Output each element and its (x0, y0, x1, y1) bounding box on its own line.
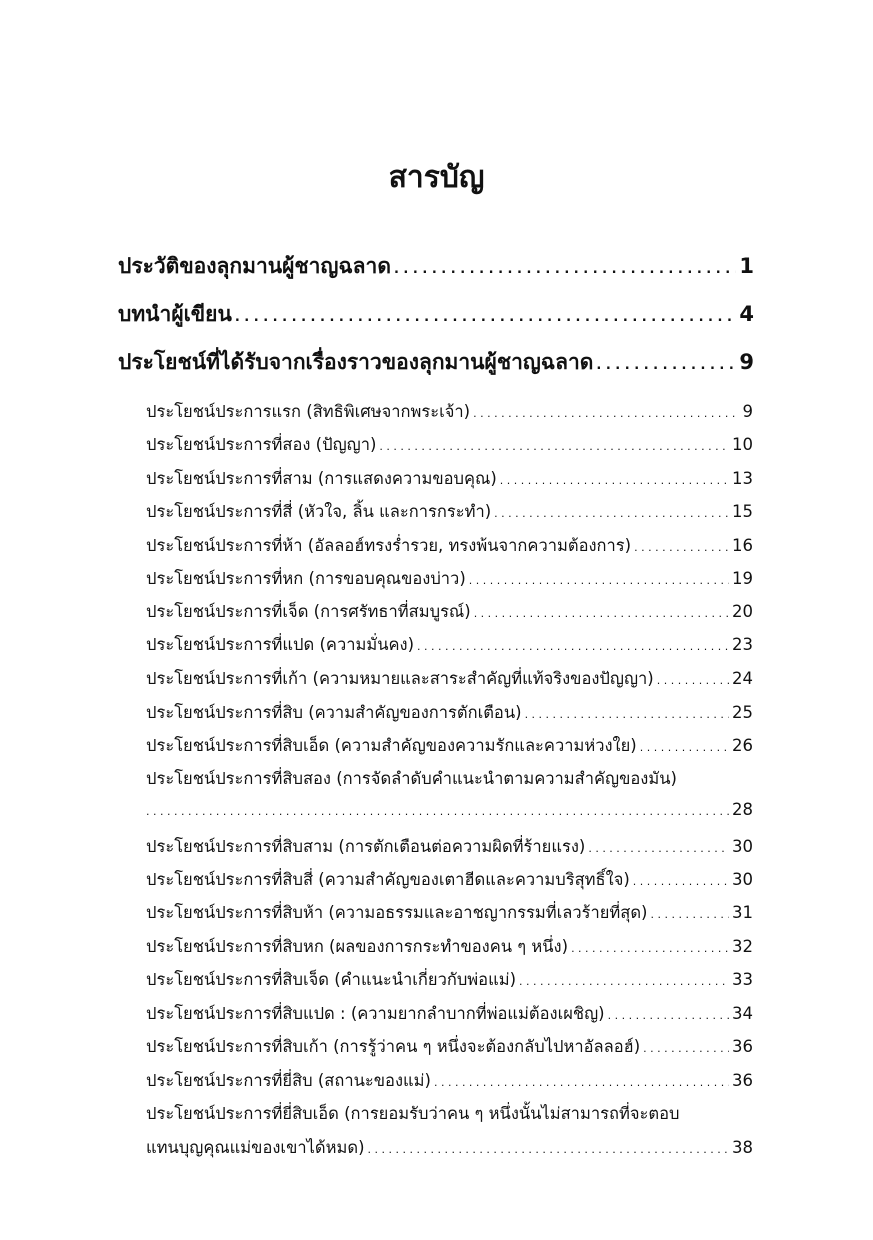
toc-entry-text: ประโยชน์ประการที่เก้า (ความหมายและสาระสำคัญที่แท้จริงของปัญญา) (146, 669, 654, 688)
toc-page-number: 16 (732, 536, 753, 555)
toc-entry-text: ประโยชน์ประการที่สิบเอ็ด (ความสำคัญของความรักและความห่วงใย) (146, 736, 637, 755)
toc-page-number: 36 (732, 1037, 753, 1056)
toc-major-entry[interactable] (118, 250, 754, 284)
toc-page-number: 25 (732, 703, 753, 722)
dot-leader (571, 942, 729, 955)
toc-minor-entry[interactable] (146, 566, 753, 596)
dot-leader (596, 358, 736, 373)
toc-page-number: 19 (732, 569, 753, 588)
toc-entry-text: ประโยชน์ประการที่สิบสี่ (ความสำคัญของเตาฮีดและความบริสุทธิ์ใจ) (146, 870, 630, 889)
toc-major-entry[interactable] (118, 298, 754, 332)
dot-leader (474, 607, 729, 620)
toc-page-number: 30 (732, 870, 753, 889)
toc-page-number: 9 (739, 350, 754, 374)
dot-leader (640, 741, 729, 754)
toc-entry-text: ประโยชน์ประการที่สิบสาม (การตักเตือนต่อความผิดที่ร้ายแรง) (146, 837, 586, 856)
toc-page-number: 20 (732, 602, 753, 621)
toc-minor-entry[interactable] (146, 967, 753, 997)
toc-minor-entry[interactable] (146, 834, 753, 864)
toc-minor-entry[interactable] (146, 1034, 753, 1064)
toc-entry-text: ประโยชน์ประการที่แปด (ความมั่นคง) (146, 635, 415, 654)
toc-entry-text: ประโยชน์ประการที่หก (การขอบคุณของบ่าว) (146, 569, 466, 588)
toc-entry-text: ประโยชน์ประการที่สี่ (หัวใจ, ลิ้น และการกระทำ) (146, 502, 492, 521)
toc-page-number: 1 (739, 254, 754, 278)
toc-minor-entry[interactable] (146, 900, 753, 930)
dot-leader (634, 541, 729, 554)
toc-page-number: 34 (732, 1004, 753, 1023)
dot-leader (650, 908, 729, 921)
toc-page-number: 26 (732, 736, 753, 755)
toc-minor-entry[interactable] (146, 1068, 753, 1098)
toc-entry-text: ประโยชน์ประการที่สิบเจ็ด (คำแนะนำเกี่ยวกับพ่อแม่) (146, 970, 517, 989)
dot-leader (588, 842, 729, 855)
toc-minor-entry[interactable] (146, 499, 753, 529)
toc-entry-text: ประโยชน์ประการที่สิบ (ความสำคัญของการตักเตือน) (146, 703, 522, 722)
dot-leader (235, 310, 737, 325)
toc-minor-entry[interactable] (146, 867, 753, 897)
dot-leader (469, 574, 729, 587)
toc-entry-text: ประโยชน์ประการที่สิบหก (ผลของการกระทำของคน ๆ หนึ่ง) (146, 937, 569, 956)
toc-minor-entry[interactable] (146, 934, 753, 964)
dot-leader (146, 805, 729, 818)
toc-minor-entry[interactable] (146, 399, 753, 429)
toc-entry-text: ประโยชน์ประการที่สาม (การแสดงความขอบคุณ) (146, 469, 497, 488)
toc-entry-text[interactable]: ประโยชน์ประการที่ยี่สิบเอ็ด (การยอมรับว่าคน ๆ หนึ่งนั้นไม่สามารถที่จะตอบ (146, 1104, 680, 1123)
toc-entry-text: ประโยชน์ประการแรก (สิทธิพิเศษจากพระเจ้า) (146, 402, 471, 421)
toc-page-number: 15 (732, 502, 753, 521)
dot-leader (643, 1042, 729, 1055)
toc-minor-entry[interactable] (146, 466, 753, 496)
toc-entry-text: ประโยชน์ประการที่สิบเก้า (การรู้ว่าคน ๆ หนึ่งจะต้องกลับไปหาอัลลอฮ์) (146, 1037, 641, 1056)
toc-minor-entry[interactable] (146, 432, 753, 462)
toc-page-number: 24 (732, 669, 753, 688)
toc-page-number: 9 (742, 402, 753, 421)
dot-leader (525, 708, 729, 721)
toc-minor-entry-continued[interactable] (146, 1135, 753, 1165)
dot-leader (394, 262, 736, 277)
toc-minor-entry[interactable] (146, 666, 753, 696)
toc-entry-text: ประโยชน์ประการที่สอง (ปัญญา) (146, 435, 377, 454)
toc-page-number: 4 (739, 302, 754, 326)
toc-entry-text: แทนบุญคุณแม่ของเขาได้หมด) (146, 1138, 365, 1157)
toc-entry-text: ประโยชน์ประการที่ห้า (อัลลอฮ์ทรงร่ำรวย, ทรงพ้นจากความต้องการ) (146, 536, 632, 555)
toc-page-number: 32 (732, 937, 753, 956)
toc-minor-entry[interactable] (146, 733, 753, 763)
toc-entry-text: บทนำผู้เขียน (118, 302, 232, 326)
toc-entry-text: ประโยชน์ประการที่เจ็ด (การศรัทธาที่สมบูรณ์) (146, 602, 471, 621)
dot-leader (417, 640, 729, 653)
toc-page-number: 28 (732, 800, 753, 819)
toc-minor-entry[interactable] (146, 700, 753, 730)
dot-leader (494, 507, 729, 520)
toc-entry-text[interactable]: ประโยชน์ประการที่สิบสอง (การจัดลำดับคำแนะนำตามความสำคัญของมัน) (146, 769, 677, 788)
toc-page-number: 38 (732, 1138, 753, 1157)
dot-leader (608, 1009, 729, 1022)
dot-leader (633, 875, 729, 888)
toc-minor-entry[interactable] (146, 1001, 753, 1031)
toc-minor-entry[interactable] (146, 533, 753, 563)
dot-leader (519, 975, 729, 988)
toc-entry-text: ประโยชน์ประการที่สิบห้า (ความอธรรมและอาชญากรรมที่เลวร้ายที่สุด) (146, 903, 648, 922)
toc-entry-text: ประวัติของลุกมานผู้ชาญฉลาด (118, 254, 391, 278)
toc-entry-text: ประโยชน์ประการที่ยี่สิบ (สถานะของแม่) (146, 1071, 431, 1090)
dot-leader (657, 674, 729, 687)
toc-minor-entry[interactable] (146, 599, 753, 629)
toc-page-number: 33 (732, 970, 753, 989)
dot-leader (379, 440, 729, 453)
toc-entry-text: ประโยชน์ประการที่สิบแปด : (ความยากลำบากที่พ่อแม่ต้องเผชิญ) (146, 1004, 605, 1023)
dot-leader (368, 1143, 729, 1156)
toc-page-number: 36 (732, 1071, 753, 1090)
toc-minor-entry[interactable] (146, 632, 753, 662)
toc-major-entry[interactable] (118, 346, 754, 380)
dot-leader (500, 474, 729, 487)
dot-leader (473, 407, 739, 420)
toc-page-number: 13 (732, 469, 753, 488)
toc-page-number: 23 (732, 635, 753, 654)
toc-minor-entry-continued[interactable] (146, 800, 753, 830)
toc-page-number: 31 (732, 903, 753, 922)
toc-page-number: 10 (732, 435, 753, 454)
toc-entry-text: ประโยชน์ที่ได้รับจากเรื่องราวของลุกมานผู้ชาญฉลาด (118, 350, 594, 374)
toc-page-number: 30 (732, 837, 753, 856)
page-title: สารบัญ (388, 160, 485, 195)
dot-leader (434, 1076, 729, 1089)
